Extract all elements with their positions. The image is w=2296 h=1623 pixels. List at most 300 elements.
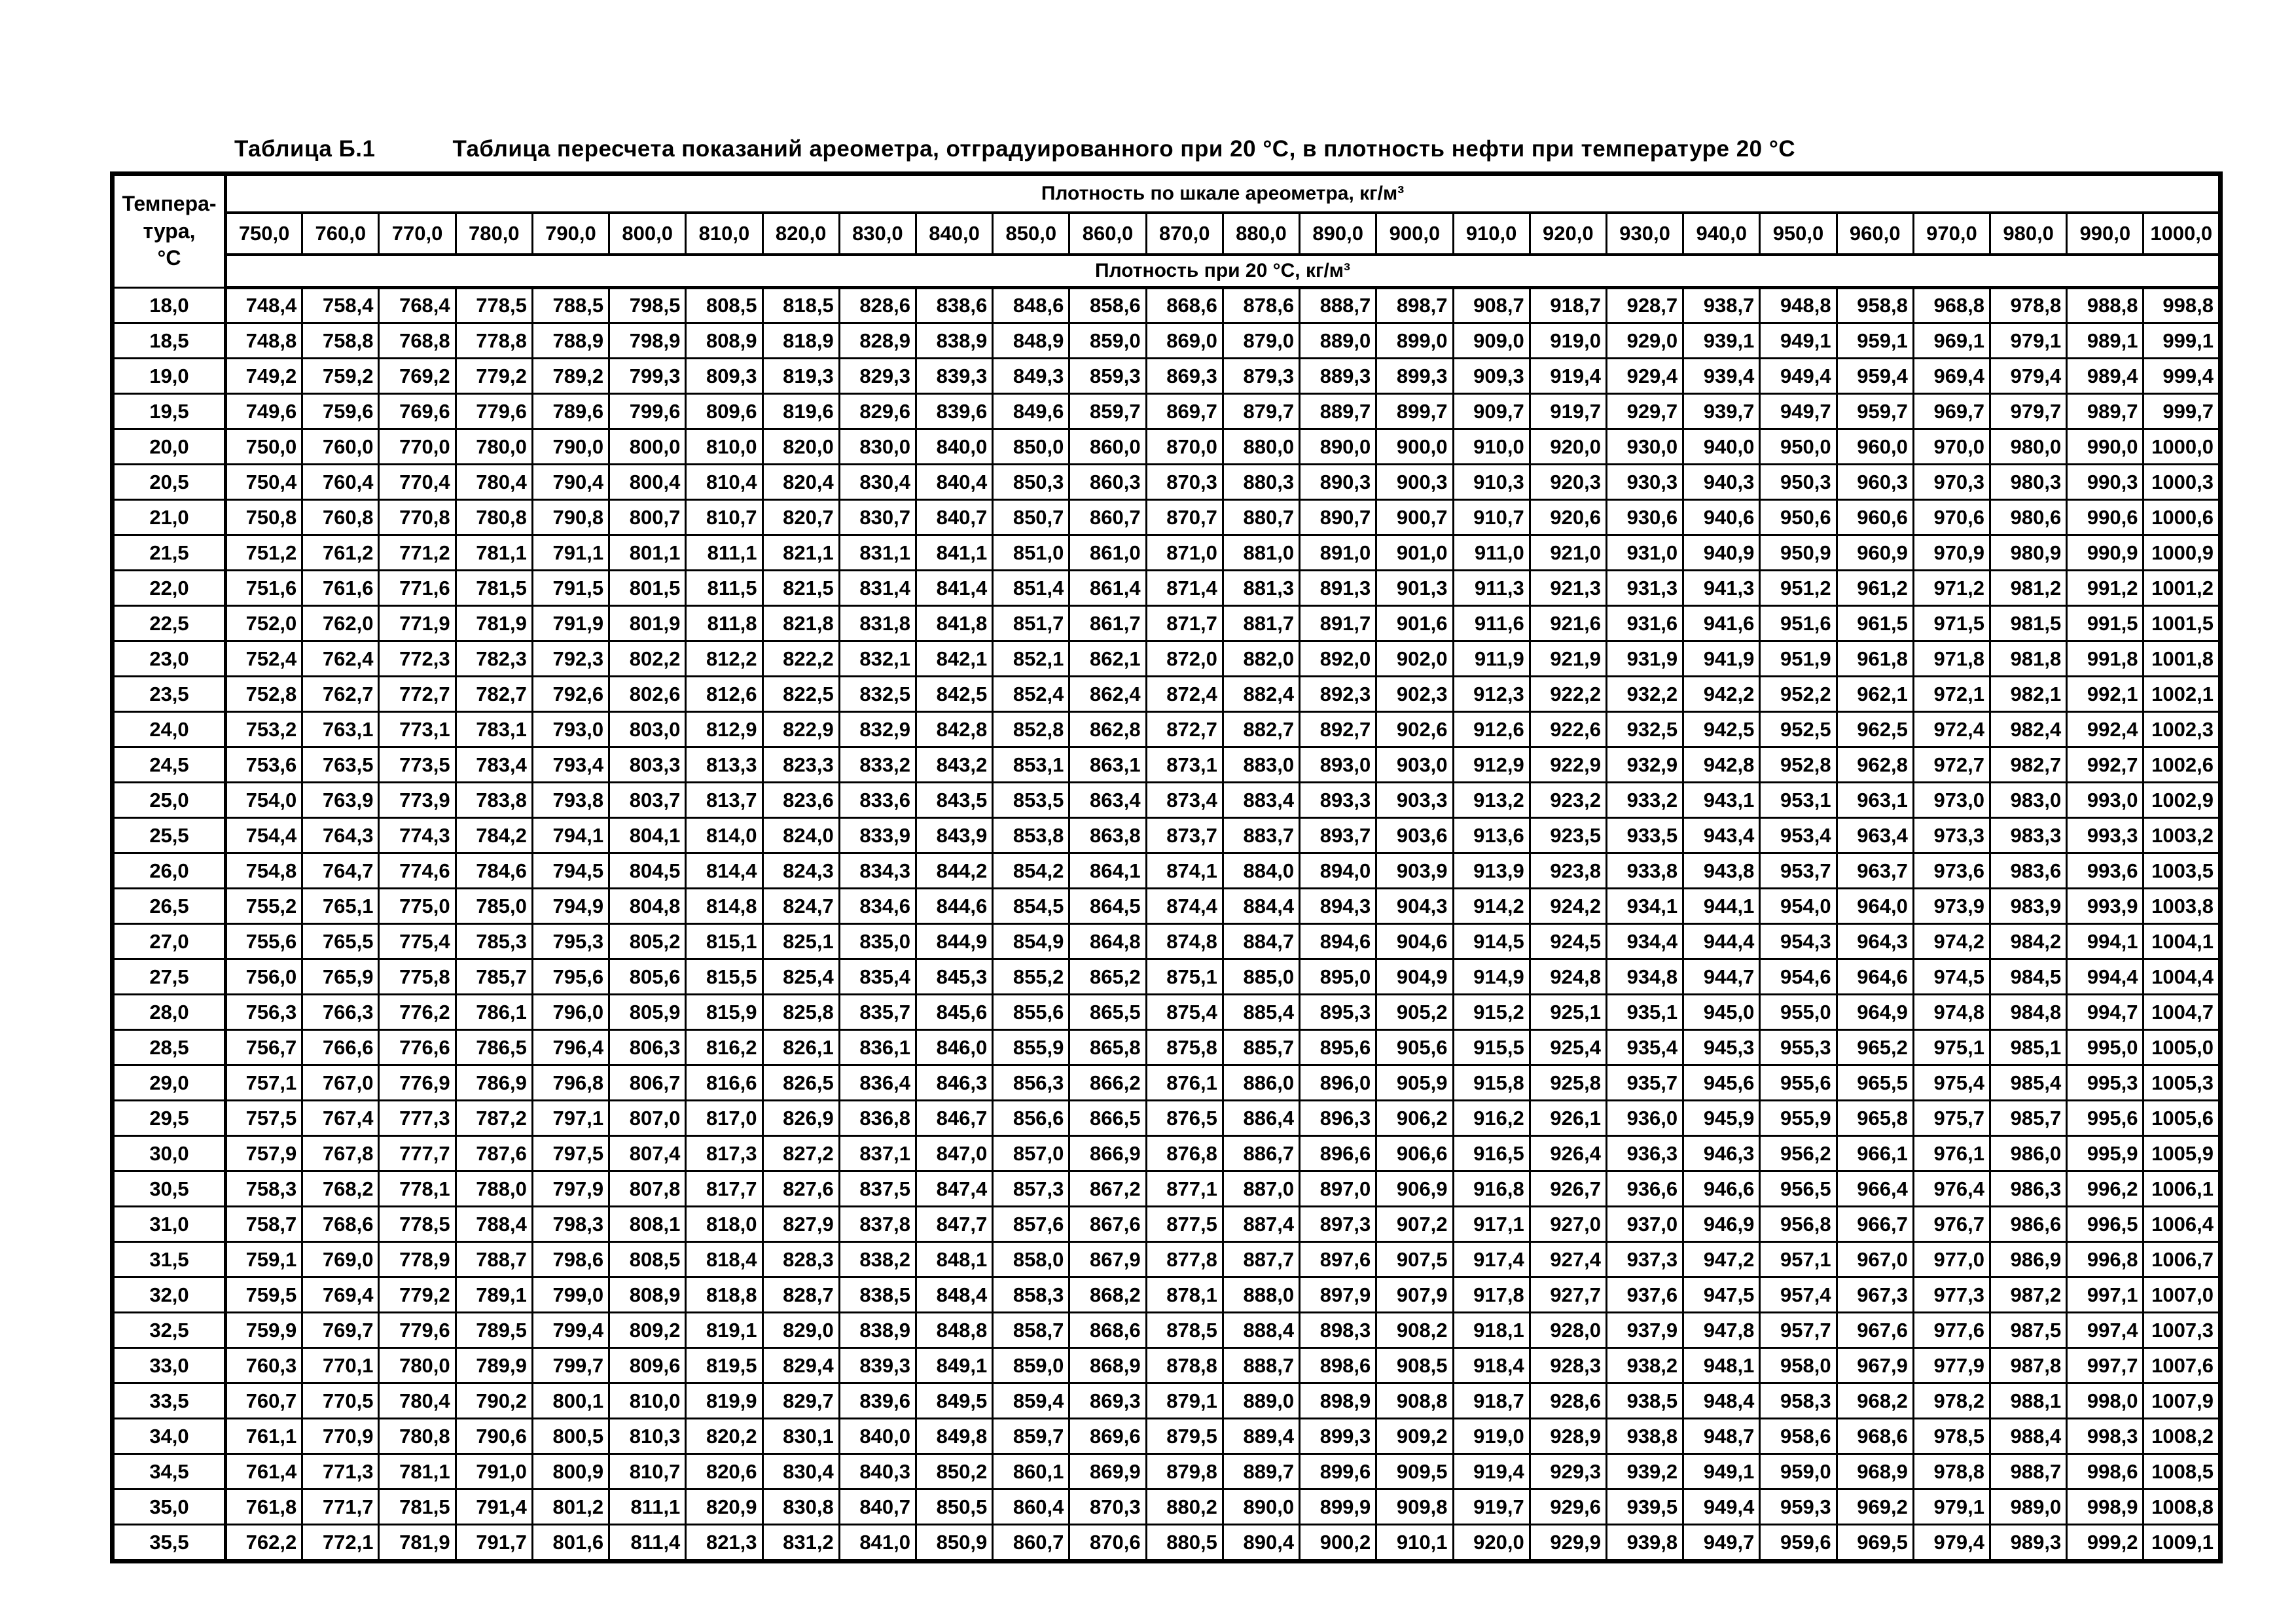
column-header: 770,0 bbox=[379, 213, 456, 255]
column-header: 1000,0 bbox=[2144, 213, 2221, 255]
table-row bbox=[113, 1454, 2221, 1489]
density-cell: 900,7 bbox=[1376, 500, 1453, 535]
density-cell: 887,4 bbox=[1223, 1207, 1299, 1242]
table-row bbox=[113, 1136, 2221, 1171]
density-cell: 763,5 bbox=[302, 747, 379, 783]
density-cell: 917,8 bbox=[1453, 1277, 1530, 1313]
density-cell: 859,3 bbox=[1069, 359, 1146, 394]
density-cell: 970,3 bbox=[1913, 465, 1990, 500]
density-cell: 937,3 bbox=[1606, 1242, 1683, 1277]
density-cell: 810,3 bbox=[609, 1419, 686, 1454]
density-cell: 977,6 bbox=[1913, 1313, 1990, 1348]
density-cell: 889,4 bbox=[1223, 1419, 1299, 1454]
density-cell: 799,4 bbox=[532, 1313, 609, 1348]
density-cell: 1002,3 bbox=[2144, 712, 2221, 747]
density-cell: 789,2 bbox=[532, 359, 609, 394]
density-cell: 767,0 bbox=[302, 1065, 379, 1101]
density-cell: 827,2 bbox=[762, 1136, 839, 1171]
density-cell: 905,9 bbox=[1376, 1065, 1453, 1101]
density-cell: 921,6 bbox=[1530, 606, 1606, 641]
density-cell: 791,5 bbox=[532, 571, 609, 606]
density-cell: 860,4 bbox=[993, 1489, 1069, 1525]
temperature-column-header bbox=[113, 174, 226, 288]
density-cell: 841,0 bbox=[839, 1525, 916, 1561]
density-cell: 775,0 bbox=[379, 889, 456, 924]
density-cell: 797,1 bbox=[532, 1101, 609, 1136]
density-cell: 803,3 bbox=[609, 747, 686, 783]
density-cell: 927,7 bbox=[1530, 1277, 1606, 1313]
density-cell: 883,4 bbox=[1223, 783, 1299, 818]
density-cell: 810,4 bbox=[686, 465, 762, 500]
density-cell: 968,8 bbox=[1913, 288, 1990, 323]
density-cell: 978,8 bbox=[1913, 1454, 1990, 1489]
density-cell: 858,3 bbox=[993, 1277, 1069, 1313]
density-cell: 852,1 bbox=[993, 641, 1069, 677]
density-cell: 883,0 bbox=[1223, 747, 1299, 783]
density-cell: 761,2 bbox=[302, 535, 379, 571]
table-row bbox=[113, 1489, 2221, 1525]
density-cell: 795,3 bbox=[532, 924, 609, 959]
column-header: 760,0 bbox=[302, 213, 379, 255]
density-cell: 949,1 bbox=[1683, 1454, 1760, 1489]
density-cell: 775,8 bbox=[379, 959, 456, 995]
table-row bbox=[113, 1207, 2221, 1242]
density-cell: 951,6 bbox=[1760, 606, 1837, 641]
density-cell: 938,5 bbox=[1606, 1383, 1683, 1419]
density-cell: 771,6 bbox=[379, 571, 456, 606]
density-cell: 761,8 bbox=[226, 1489, 302, 1525]
density-cell: 967,9 bbox=[1837, 1348, 1913, 1383]
density-cell: 981,8 bbox=[1990, 641, 2067, 677]
density-cell: 767,8 bbox=[302, 1136, 379, 1171]
density-cell: 961,5 bbox=[1837, 606, 1913, 641]
density-cell: 891,3 bbox=[1300, 571, 1376, 606]
density-cell: 957,1 bbox=[1760, 1242, 1837, 1277]
density-cell: 849,1 bbox=[916, 1348, 992, 1383]
density-cell: 801,1 bbox=[609, 535, 686, 571]
density-cell: 772,3 bbox=[379, 641, 456, 677]
density-cell: 761,4 bbox=[226, 1454, 302, 1489]
column-header: 810,0 bbox=[686, 213, 762, 255]
density-cell: 889,0 bbox=[1223, 1383, 1299, 1419]
density-cell: 997,1 bbox=[2067, 1277, 2144, 1313]
temperature-cell: 32,5 bbox=[113, 1313, 226, 1348]
density-cell: 795,6 bbox=[532, 959, 609, 995]
density-cell: 790,8 bbox=[532, 500, 609, 535]
density-cell: 876,8 bbox=[1146, 1136, 1223, 1171]
temperature-cell: 30,0 bbox=[113, 1136, 226, 1171]
density-cell: 790,0 bbox=[532, 429, 609, 465]
density-cell: 861,4 bbox=[1069, 571, 1146, 606]
density-cell: 868,6 bbox=[1069, 1313, 1146, 1348]
density-cell: 906,6 bbox=[1376, 1136, 1453, 1171]
density-cell: 1000,9 bbox=[2144, 535, 2221, 571]
density-cell: 866,2 bbox=[1069, 1065, 1146, 1101]
table-row bbox=[113, 571, 2221, 606]
table-row bbox=[113, 1525, 2221, 1561]
density-cell: 781,1 bbox=[379, 1454, 456, 1489]
density-cell: 836,8 bbox=[839, 1101, 916, 1136]
density-cell: 967,6 bbox=[1837, 1313, 1913, 1348]
density-cell: 973,0 bbox=[1913, 783, 1990, 818]
density-cell: 756,3 bbox=[226, 995, 302, 1030]
density-cell: 918,4 bbox=[1453, 1348, 1530, 1383]
density-cell: 782,3 bbox=[456, 641, 532, 677]
column-header: 980,0 bbox=[1990, 213, 2067, 255]
density-cell: 824,0 bbox=[762, 818, 839, 853]
density-cell: 777,7 bbox=[379, 1136, 456, 1171]
density-cell: 781,5 bbox=[456, 571, 532, 606]
density-cell: 878,1 bbox=[1146, 1277, 1223, 1313]
density-cell: 846,3 bbox=[916, 1065, 992, 1101]
density-cell: 916,8 bbox=[1453, 1171, 1530, 1207]
density-cell: 754,0 bbox=[226, 783, 302, 818]
density-cell: 948,7 bbox=[1683, 1419, 1760, 1454]
density-cell: 894,6 bbox=[1300, 924, 1376, 959]
density-cell: 825,1 bbox=[762, 924, 839, 959]
density-cell: 977,0 bbox=[1913, 1242, 1990, 1277]
density-cell: 840,3 bbox=[839, 1454, 916, 1489]
density-cell: 947,5 bbox=[1683, 1277, 1760, 1313]
density-cell: 780,0 bbox=[456, 429, 532, 465]
density-cell: 996,8 bbox=[2067, 1242, 2144, 1277]
density-cell: 848,9 bbox=[993, 323, 1069, 359]
density-cell: 873,4 bbox=[1146, 783, 1223, 818]
density-cell: 842,8 bbox=[916, 712, 992, 747]
density-cell: 907,9 bbox=[1376, 1277, 1453, 1313]
top-header-row bbox=[113, 174, 2221, 213]
density-cell: 1005,6 bbox=[2144, 1101, 2221, 1136]
density-cell: 879,3 bbox=[1223, 359, 1299, 394]
density-cell: 793,8 bbox=[532, 783, 609, 818]
density-cell: 939,1 bbox=[1683, 323, 1760, 359]
density-cell: 910,0 bbox=[1453, 429, 1530, 465]
density-cell: 861,0 bbox=[1069, 535, 1146, 571]
density-cell: 996,2 bbox=[2067, 1171, 2144, 1207]
table-row bbox=[113, 359, 2221, 394]
density-cell: 853,5 bbox=[993, 783, 1069, 818]
density-cell: 974,8 bbox=[1913, 995, 1990, 1030]
density-cell: 785,7 bbox=[456, 959, 532, 995]
density-cell: 911,9 bbox=[1453, 641, 1530, 677]
density-cell: 893,7 bbox=[1300, 818, 1376, 853]
density-cell: 847,4 bbox=[916, 1171, 992, 1207]
density-cell: 758,8 bbox=[302, 323, 379, 359]
density-cell: 844,9 bbox=[916, 924, 992, 959]
temperature-cell: 29,0 bbox=[113, 1065, 226, 1101]
density-cell: 793,0 bbox=[532, 712, 609, 747]
density-cell: 770,8 bbox=[379, 500, 456, 535]
density-cell: 756,7 bbox=[226, 1030, 302, 1065]
density-cell: 973,9 bbox=[1913, 889, 1990, 924]
density-cell: 847,7 bbox=[916, 1207, 992, 1242]
density-cell: 808,9 bbox=[609, 1277, 686, 1313]
density-cell: 935,7 bbox=[1606, 1065, 1683, 1101]
density-cell: 1001,5 bbox=[2144, 606, 2221, 641]
temperature-cell: 27,0 bbox=[113, 924, 226, 959]
density-cell: 962,8 bbox=[1837, 747, 1913, 783]
density-cell: 949,7 bbox=[1760, 394, 1837, 429]
temperature-cell: 34,5 bbox=[113, 1454, 226, 1489]
density-conversion-table bbox=[110, 171, 2223, 1563]
density-cell: 883,7 bbox=[1223, 818, 1299, 853]
density-cell: 839,3 bbox=[839, 1348, 916, 1383]
density-cell: 907,2 bbox=[1376, 1207, 1453, 1242]
density-cell: 892,0 bbox=[1300, 641, 1376, 677]
density-cell: 986,0 bbox=[1990, 1136, 2067, 1171]
density-cell: 869,6 bbox=[1069, 1419, 1146, 1454]
density-at-20c-header: Плотность при 20 °С, кг/м³ bbox=[226, 255, 2221, 288]
density-cell: 838,9 bbox=[916, 323, 992, 359]
temperature-cell: 21,0 bbox=[113, 500, 226, 535]
density-cell: 885,4 bbox=[1223, 995, 1299, 1030]
density-cell: 910,7 bbox=[1453, 500, 1530, 535]
density-cell: 809,3 bbox=[686, 359, 762, 394]
density-cell: 856,3 bbox=[993, 1065, 1069, 1101]
density-cell: 972,4 bbox=[1913, 712, 1990, 747]
density-cell: 918,1 bbox=[1453, 1313, 1530, 1348]
density-cell: 958,3 bbox=[1760, 1383, 1837, 1419]
density-cell: 840,0 bbox=[839, 1419, 916, 1454]
density-cell: 923,5 bbox=[1530, 818, 1606, 853]
density-cell: 887,7 bbox=[1223, 1242, 1299, 1277]
density-cell: 865,2 bbox=[1069, 959, 1146, 995]
density-cell: 1009,1 bbox=[2144, 1525, 2221, 1561]
density-cell: 975,7 bbox=[1913, 1101, 1990, 1136]
density-cell: 814,4 bbox=[686, 853, 762, 889]
density-cell: 868,2 bbox=[1069, 1277, 1146, 1313]
density-cell: 901,3 bbox=[1376, 571, 1453, 606]
density-cell: 848,6 bbox=[993, 288, 1069, 323]
density-cell: 948,1 bbox=[1683, 1348, 1760, 1383]
density-cell: 762,0 bbox=[302, 606, 379, 641]
density-cell: 993,9 bbox=[2067, 889, 2144, 924]
density-cell: 915,8 bbox=[1453, 1065, 1530, 1101]
density-cell: 803,7 bbox=[609, 783, 686, 818]
density-cell: 929,0 bbox=[1606, 323, 1683, 359]
density-cell: 871,4 bbox=[1146, 571, 1223, 606]
density-cell: 881,3 bbox=[1223, 571, 1299, 606]
density-cell: 981,2 bbox=[1990, 571, 2067, 606]
density-cell: 781,9 bbox=[379, 1525, 456, 1561]
density-cell: 811,5 bbox=[686, 571, 762, 606]
density-cell: 874,8 bbox=[1146, 924, 1223, 959]
density-cell: 799,6 bbox=[609, 394, 686, 429]
column-header: 750,0 bbox=[226, 213, 302, 255]
temperature-cell: 31,0 bbox=[113, 1207, 226, 1242]
density-cell: 915,5 bbox=[1453, 1030, 1530, 1065]
density-cell: 798,3 bbox=[532, 1207, 609, 1242]
density-cell: 808,9 bbox=[686, 323, 762, 359]
density-cell: 897,6 bbox=[1300, 1242, 1376, 1277]
density-cell: 984,2 bbox=[1990, 924, 2067, 959]
density-cell: 977,3 bbox=[1913, 1277, 1990, 1313]
density-cell: 750,0 bbox=[226, 429, 302, 465]
density-cell: 838,5 bbox=[839, 1277, 916, 1313]
density-cell: 963,1 bbox=[1837, 783, 1913, 818]
density-cell: 828,6 bbox=[839, 288, 916, 323]
density-cell: 823,6 bbox=[762, 783, 839, 818]
density-cell: 829,3 bbox=[839, 359, 916, 394]
density-cell: 931,3 bbox=[1606, 571, 1683, 606]
density-cell: 768,4 bbox=[379, 288, 456, 323]
density-cell: 918,7 bbox=[1530, 288, 1606, 323]
column-header: 790,0 bbox=[532, 213, 609, 255]
density-cell: 764,7 bbox=[302, 853, 379, 889]
density-cell: 819,5 bbox=[686, 1348, 762, 1383]
density-cell: 840,0 bbox=[916, 429, 992, 465]
density-cell: 800,9 bbox=[532, 1454, 609, 1489]
density-cell: 799,0 bbox=[532, 1277, 609, 1313]
density-cell: 946,6 bbox=[1683, 1171, 1760, 1207]
density-cell: 899,6 bbox=[1300, 1454, 1376, 1489]
density-cell: 960,6 bbox=[1837, 500, 1913, 535]
density-cell: 931,9 bbox=[1606, 641, 1683, 677]
density-cell: 781,9 bbox=[456, 606, 532, 641]
density-cell: 832,1 bbox=[839, 641, 916, 677]
density-cell: 754,8 bbox=[226, 853, 302, 889]
density-cell: 905,6 bbox=[1376, 1030, 1453, 1065]
density-cell: 975,1 bbox=[1913, 1030, 1990, 1065]
density-cell: 958,6 bbox=[1760, 1419, 1837, 1454]
density-cell: 992,1 bbox=[2067, 677, 2144, 712]
density-cell: 990,3 bbox=[2067, 465, 2144, 500]
table-row bbox=[113, 1383, 2221, 1419]
density-cell: 941,9 bbox=[1683, 641, 1760, 677]
density-cell: 781,1 bbox=[456, 535, 532, 571]
density-cell: 851,0 bbox=[993, 535, 1069, 571]
density-cell: 987,2 bbox=[1990, 1277, 2067, 1313]
density-cell: 781,5 bbox=[379, 1489, 456, 1525]
density-cell: 940,0 bbox=[1683, 429, 1760, 465]
density-cell: 1000,0 bbox=[2144, 429, 2221, 465]
density-cell: 908,8 bbox=[1376, 1383, 1453, 1419]
temperature-cell: 24,0 bbox=[113, 712, 226, 747]
density-cell: 840,7 bbox=[916, 500, 992, 535]
density-cell: 909,0 bbox=[1453, 323, 1530, 359]
density-cell: 770,9 bbox=[302, 1419, 379, 1454]
density-cell: 1007,3 bbox=[2144, 1313, 2221, 1348]
density-cell: 776,9 bbox=[379, 1065, 456, 1101]
density-cell: 994,4 bbox=[2067, 959, 2144, 995]
density-cell: 862,1 bbox=[1069, 641, 1146, 677]
density-cell: 866,9 bbox=[1069, 1136, 1146, 1171]
density-cell: 928,6 bbox=[1530, 1383, 1606, 1419]
temperature-cell: 26,5 bbox=[113, 889, 226, 924]
density-cell: 832,9 bbox=[839, 712, 916, 747]
density-cell: 932,9 bbox=[1606, 747, 1683, 783]
density-cell: 958,0 bbox=[1760, 1348, 1837, 1383]
density-cell: 879,1 bbox=[1146, 1383, 1223, 1419]
table-row bbox=[113, 995, 2221, 1030]
density-cell: 945,9 bbox=[1683, 1101, 1760, 1136]
density-cell: 994,7 bbox=[2067, 995, 2144, 1030]
density-cell: 860,3 bbox=[1069, 465, 1146, 500]
density-cell: 919,7 bbox=[1530, 394, 1606, 429]
density-cell: 790,2 bbox=[456, 1383, 532, 1419]
density-cell: 809,2 bbox=[609, 1313, 686, 1348]
density-cell: 965,5 bbox=[1837, 1065, 1913, 1101]
temperature-cell: 23,5 bbox=[113, 677, 226, 712]
density-cell: 782,7 bbox=[456, 677, 532, 712]
density-cell: 927,4 bbox=[1530, 1242, 1606, 1277]
density-cell: 877,1 bbox=[1146, 1171, 1223, 1207]
column-header: 990,0 bbox=[2067, 213, 2144, 255]
density-cell: 976,4 bbox=[1913, 1171, 1990, 1207]
density-cell: 759,5 bbox=[226, 1277, 302, 1313]
density-cell: 970,6 bbox=[1913, 500, 1990, 535]
table-row bbox=[113, 924, 2221, 959]
density-cell: 997,7 bbox=[2067, 1348, 2144, 1383]
density-cell: 991,2 bbox=[2067, 571, 2144, 606]
density-cell: 1002,1 bbox=[2144, 677, 2221, 712]
density-cell: 870,3 bbox=[1146, 465, 1223, 500]
temperature-cell: 25,5 bbox=[113, 818, 226, 853]
density-cell: 869,9 bbox=[1069, 1454, 1146, 1489]
density-cell: 976,7 bbox=[1913, 1207, 1990, 1242]
density-cell: 919,4 bbox=[1453, 1454, 1530, 1489]
density-cell: 897,9 bbox=[1300, 1277, 1376, 1313]
density-cell: 998,9 bbox=[2067, 1489, 2144, 1525]
density-cell: 878,5 bbox=[1146, 1313, 1223, 1348]
column-header: 900,0 bbox=[1376, 213, 1453, 255]
density-cell: 927,0 bbox=[1530, 1207, 1606, 1242]
density-cell: 930,3 bbox=[1606, 465, 1683, 500]
density-cell: 943,1 bbox=[1683, 783, 1760, 818]
density-cell: 779,6 bbox=[456, 394, 532, 429]
density-cell: 792,3 bbox=[532, 641, 609, 677]
density-cell: 906,9 bbox=[1376, 1171, 1453, 1207]
density-cell: 868,6 bbox=[1146, 288, 1223, 323]
density-cell: 819,9 bbox=[686, 1383, 762, 1419]
density-cell: 909,2 bbox=[1376, 1419, 1453, 1454]
density-cell: 788,7 bbox=[456, 1242, 532, 1277]
density-cell: 932,5 bbox=[1606, 712, 1683, 747]
density-cell: 829,0 bbox=[762, 1313, 839, 1348]
density-cell: 995,9 bbox=[2067, 1136, 2144, 1171]
density-cell: 831,4 bbox=[839, 571, 916, 606]
density-cell: 876,5 bbox=[1146, 1101, 1223, 1136]
density-cell: 902,3 bbox=[1376, 677, 1453, 712]
density-cell: 995,6 bbox=[2067, 1101, 2144, 1136]
density-cell: 925,8 bbox=[1530, 1065, 1606, 1101]
density-cell: 938,8 bbox=[1606, 1419, 1683, 1454]
density-cell: 884,4 bbox=[1223, 889, 1299, 924]
density-cell: 887,0 bbox=[1223, 1171, 1299, 1207]
density-cell: 978,2 bbox=[1913, 1383, 1990, 1419]
density-cell: 1001,2 bbox=[2144, 571, 2221, 606]
density-cell: 983,6 bbox=[1990, 853, 2067, 889]
density-cell: 787,2 bbox=[456, 1101, 532, 1136]
density-cell: 893,0 bbox=[1300, 747, 1376, 783]
density-cell: 938,7 bbox=[1683, 288, 1760, 323]
density-cell: 870,3 bbox=[1069, 1489, 1146, 1525]
density-cell: 923,2 bbox=[1530, 783, 1606, 818]
density-cell: 914,2 bbox=[1453, 889, 1530, 924]
density-cell: 890,7 bbox=[1300, 500, 1376, 535]
density-cell: 952,5 bbox=[1760, 712, 1837, 747]
density-cell: 875,8 bbox=[1146, 1030, 1223, 1065]
density-cell: 837,8 bbox=[839, 1207, 916, 1242]
density-cell: 807,0 bbox=[609, 1101, 686, 1136]
density-cell: 851,4 bbox=[993, 571, 1069, 606]
density-cell: 863,4 bbox=[1069, 783, 1146, 818]
density-cell: 923,8 bbox=[1530, 853, 1606, 889]
temperature-cell: 33,0 bbox=[113, 1348, 226, 1383]
density-cell: 903,3 bbox=[1376, 783, 1453, 818]
density-cell: 955,9 bbox=[1760, 1101, 1837, 1136]
density-cell: 898,7 bbox=[1376, 288, 1453, 323]
